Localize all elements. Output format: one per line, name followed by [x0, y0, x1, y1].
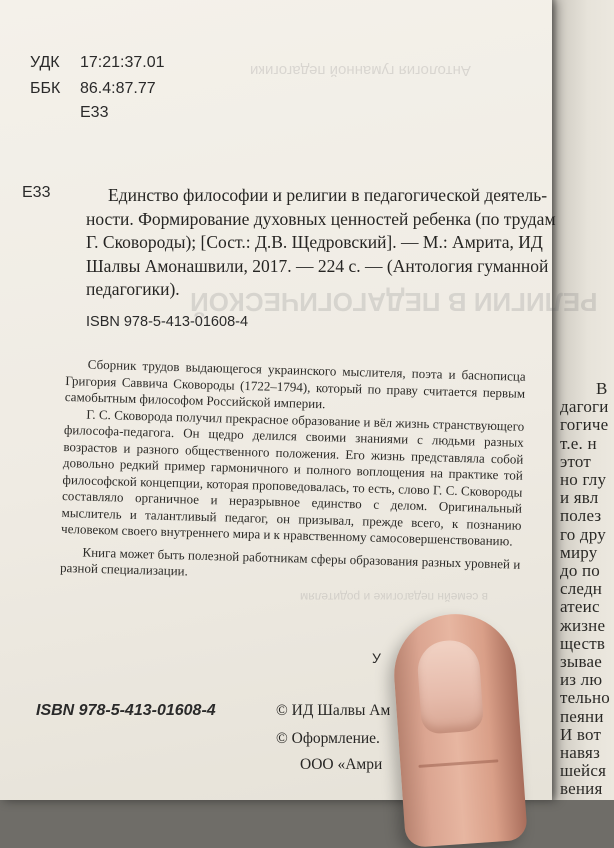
bottom-udk-fragment: У — [372, 650, 381, 666]
facing-page-line: го дру — [560, 524, 606, 544]
biblio-line-3: Г. Сковороды); [Сост.: Д.В. Щедровский]. — М.: Амрита, ИД — [86, 232, 543, 252]
facing-page-line: навяз — [560, 743, 600, 762]
biblio-line-2: ности. Формирование духовных ценностей ребенка (по трудам — [86, 208, 556, 229]
bbk-label: ББК — [30, 80, 61, 97]
bleed-through-series: Антология гуманной педагогики — [250, 62, 471, 79]
isbn-top: ISBN 978-5-413-01608-4 — [86, 314, 249, 330]
facing-page-line: т.е. н — [560, 433, 597, 453]
facing-page-line: В — [596, 379, 608, 398]
annotation-paragraph: Сборник трудов выдающегося украинского мыслителя, поэта и баснописца Григория Саввича Сковороды (1722–1794), который по праву считается первым самобытным философом Российской империи. — [64, 356, 526, 412]
bleed-through-title: РЕЛИГИИ В ПЕДАГОГИЧЕСКОЙ — [190, 287, 598, 317]
facing-page-line: вения — [560, 779, 603, 799]
facing-page-line: пеяни — [560, 706, 604, 726]
facing-page-line: атеис — [560, 597, 600, 617]
finger-crease — [418, 759, 498, 768]
facing-page-line: из лю — [560, 670, 603, 690]
biblio-line-4: Шалвы Амонашвили, 2017. — 224 с. — (Антология гуманной — [86, 255, 549, 276]
isbn-bottom: ISBN 978-5-413-01608-4 — [36, 702, 216, 719]
facing-page-line: шейся — [560, 761, 607, 781]
facing-page-line: И вот — [560, 724, 602, 744]
annotation-paragraph: Книга может быть полезной работникам сферы образования разных уровней и разной специализации. — [59, 544, 521, 579]
biblio-line-1: Единство философии и религии в педагогической деятель- — [108, 185, 548, 205]
facing-page-line: миру — [560, 542, 598, 562]
facing-page-line: полез — [560, 506, 602, 526]
udk-label: УДК — [30, 54, 60, 71]
copyright-design: © Оформление. — [276, 730, 380, 747]
facing-page-line: жизне — [560, 615, 606, 635]
bibliographic-description — [86, 184, 556, 302]
bleed-through-lower: в семейн педагогике и родителям — [300, 590, 489, 604]
facing-page-line: но глу — [560, 470, 607, 489]
facing-page-line: гогиче — [560, 415, 609, 435]
facing-page-line: следн — [560, 579, 603, 599]
facing-page-line: ществ — [560, 633, 606, 653]
biblio-line-5: педагогики). — [86, 279, 180, 299]
facing-page-line: и явл — [560, 488, 599, 508]
copyright-publisher: © ИД Шалвы Ам — [276, 702, 391, 719]
facing-page-line: зывае — [560, 652, 603, 671]
annotation-paragraph: Г. С. Сковорода получил прекрасное образование и вёл жизнь странствующего философа-педагога. Он щедро делился своими знаниями с людьми разных возрастов и разного общественного положения. Его жизнь представляла собой довольно редкий пример гармоничного и полного воплощения на практике той философской концепции, которая проповедовалась, то есть, слово Г. С. Сковороды составляло органичное и неразрывное единство с делом. Оригинальный мыслитель и талантливый педагог, он призывал, прежде всего, к познанию человеком своего внутреннего мира и к нравственному самосовершенствованию. — [60, 406, 525, 549]
bbk-value: 86.4:87.77 — [80, 80, 156, 97]
copyright-company: ООО «Амри — [300, 756, 383, 773]
annotation — [60, 356, 526, 589]
facing-page-line: тельно — [560, 688, 611, 708]
udk-value: 17:21:37.01 — [80, 54, 165, 71]
facing-page-line: этот — [560, 451, 592, 471]
bibliographic-mark: Е33 — [22, 184, 51, 201]
facing-page-line: дагоги — [560, 397, 609, 417]
facing-page-line: до по — [560, 561, 600, 580]
finger — [390, 610, 528, 848]
fingernail — [416, 638, 484, 734]
facing-page — [548, 0, 614, 800]
author-mark: Е33 — [80, 104, 109, 121]
